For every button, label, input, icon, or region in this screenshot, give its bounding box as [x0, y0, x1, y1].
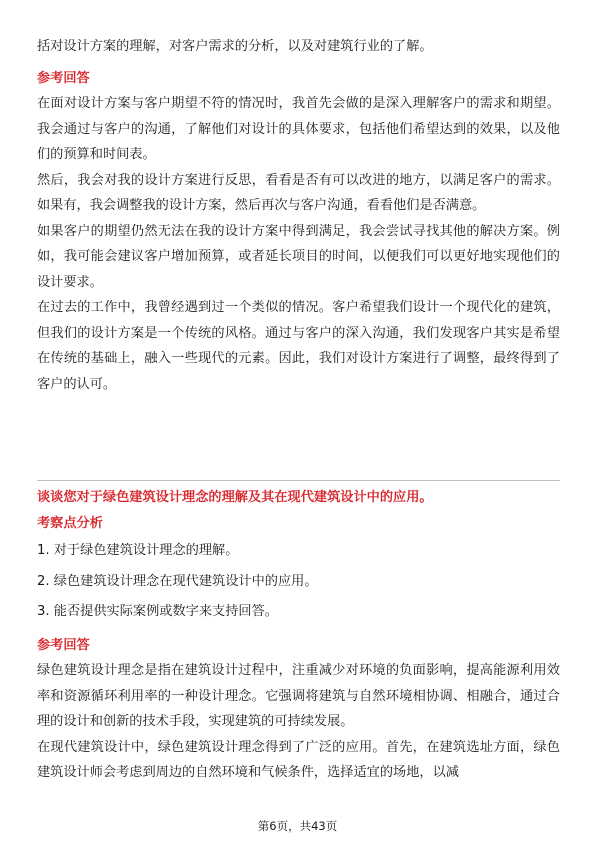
- question-title: 谈谈您对于绿色建筑设计理念的理解及其在现代建筑设计中的应用。: [37, 490, 433, 505]
- analysis-point: 1. 对于绿色建筑设计理念的理解。: [37, 543, 239, 558]
- section-divider: [37, 480, 560, 481]
- answer-block-1: [37, 34, 560, 397]
- answer-paragraph: 在过去的工作中，我曾经遇到过一个类似的情况。客户希望我们设计一个现代化的建筑，但我们的设计方案是一个传统的风格。通过与客户的深入沟通，我们发现客户其实是希望在传统的基础上，融入一些现代的元素。因此，我们对设计方案进行了调整，最终得到了客户的认可。: [37, 300, 560, 392]
- analysis-point: 3. 能否提供实际案例或数字来支持回答。: [37, 604, 278, 619]
- answer-paragraph: 绿色建筑设计理念是指在建筑设计过程中，注重减少对环境的负面影响，提高能源利用效率和资源循环利用率的一种设计理念。它强调将建筑与自然环境相协调、相融合，通过合理的设计和创新的技术手段，实现建筑的可持续发展。: [37, 663, 560, 729]
- answer-paragraph: 在现代建筑设计中，绿色建筑设计理念得到了广泛的应用。首先，在建筑选址方面，绿色建筑设计师会考虑到周边的自然环境和气候条件，选择适宜的场地，以减: [37, 739, 560, 780]
- page-number: 第6页，共43页: [257, 819, 338, 833]
- analysis-point: 2. 绿色建筑设计理念在现代建筑设计中的应用。: [37, 573, 318, 589]
- intro-line: 括对设计方案的理解，对客户需求的分析，以及对建筑行业的了解。: [37, 39, 433, 54]
- reference-answer-heading: 参考回答: [37, 70, 90, 86]
- answer-paragraph: 如果客户的期望仍然无法在我的设计方案中得到满足，我会尝试寻找其他的解决方案。例如，我可能会建议客户增加预算，或者延长项目的时间，以便我们可以更好地实现他们的设计要求。: [37, 223, 560, 290]
- question-block-2: [37, 485, 560, 786]
- answer-paragraph: 然后，我会对我的设计方案进行反思，看看是否有可以改进的地方，以满足客户的需求。如果有，我会调整我的设计方案，然后再次与客户沟通，看看他们是否满意。: [37, 172, 560, 213]
- reference-answer-heading: 参考回答: [37, 637, 90, 653]
- analysis-heading: 考察点分析: [37, 515, 103, 531]
- answer-paragraph: 在面对设计方案与客户期望不符的情况时，我首先会做的是深入理解客户的需求和期望。我会通过与客户的沟通，了解他们对设计的具体要求，包括他们希望达到的效果，以及他们的预算和时间表。: [37, 96, 560, 162]
